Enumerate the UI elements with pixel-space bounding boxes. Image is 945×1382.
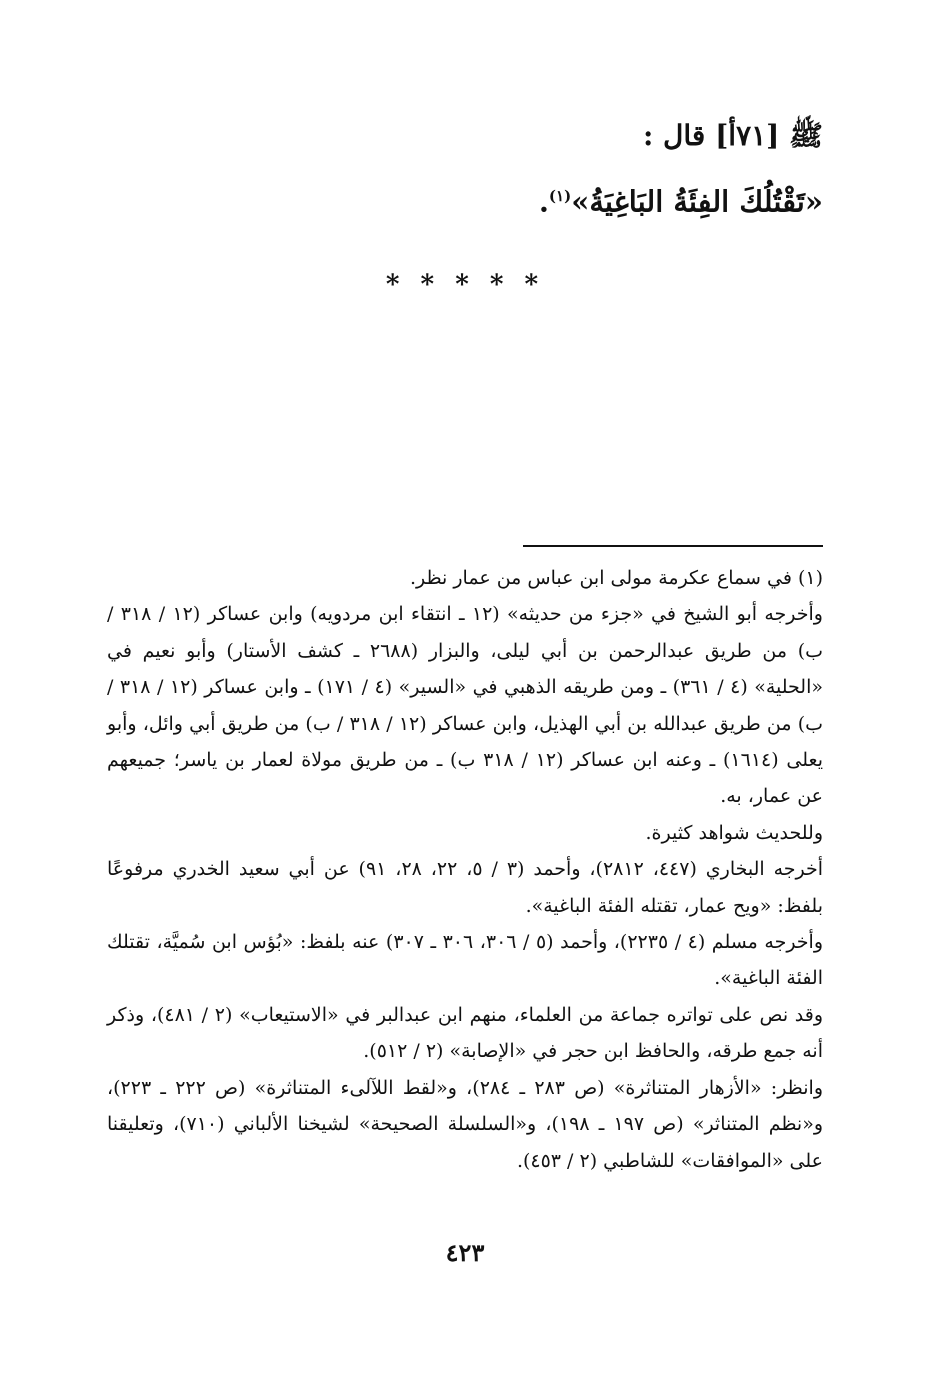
footnote-divider xyxy=(523,545,823,547)
footnote-reference: (١) xyxy=(548,187,572,205)
honorific-glyph: ﷺ xyxy=(789,119,823,152)
hadith-text: «تَقْتُلُكَ الفِئَةُ البَاغِيَةُ» xyxy=(571,184,823,219)
footnote-paragraph: وللحديث شواهد كثيرة. xyxy=(645,821,823,844)
footnote-paragraph: وأخرجه مسلم (٤ / ٢٢٣٥)، وأحمد (٥ / ٣٠٦، ٣٠٦ ـ ٣٠٧) عنه بلفظ: «بُؤس ابن سُميَّة، تقتلك الفئة الباغية». xyxy=(107,931,824,990)
footnote-paragraph: وقد نص على تواتره جماعة من العلماء، منهم ابن عبدالبر في «الاستيعاب» (٢ / ٤٨١)، وذكر أنه جمع طرقه، والحافظ ابن حجر في «الإصابة» (٢ / ٥١٢). xyxy=(107,1003,824,1063)
footnote-paragraph: وانظر: «الأزهار المتناثرة» (ص ٢٨٣ ـ ٢٨٤)، و«لقط اللآلىء المتناثرة» (ص ٢٢٢ ـ ٢٢٣)، و«نظم المتناثر» (ص ١٩٧ ـ ١٩٨)، و«السلسلة الصحيحة» لشيخنا الألباني (٧١٠)، وتعليقنا على «الموافقات» للشاطبي (٢ / ٤٥٣). xyxy=(107,1076,824,1172)
hadith-text-line xyxy=(539,176,823,222)
footnotes-block xyxy=(107,560,823,1179)
heading-said: قال : xyxy=(642,119,706,152)
hadith-heading xyxy=(643,116,823,156)
folio-marker: [٧١أ] xyxy=(715,119,780,152)
hadith-end-mark: . xyxy=(538,184,549,219)
section-separator: * * * * * xyxy=(385,270,545,300)
footnote-paragraph: أخرجه البخاري (٤٤٧، ٢٨١٢)، وأحمد (٣ / ٥، ٢٢، ٢٨، ٩١) عن أبي سعيد الخدري مرفوعًا بلفظ: «ويح عمار، تقتله الفئة الباغية». xyxy=(107,858,824,917)
footnote-paragraph: وأخرجه أبو الشيخ في «جزء من حديثه» (١٢ ـ انتقاء ابن مردويه) وابن عساكر (١٢ / ٣١٨ / ب) من طريق عبدالرحمن بن أبي ليلى، والبزار (٢٦٨٨ ـ كشف الأستار) وأبو نعيم في «الحلية» (٤ / ٣٦١) ـ ومن طريقه الذهبي في «السير» (٤ / ١٧١) ـ وابن عساكر (١٢ / ٣١٨ / ب) من طريق عبدالله بن أبي الهذيل، وابن عساكر (١٢ / ٣١٨ / ب) من طريق أبي وائل، وأبو يعلى (١٦١٤) ـ وعنه ابن عساكر (١٢ / ٣١٨ ب) ـ من طريق مولاة لعمار بن ياسر؛ جميعهم عن عمار، به. xyxy=(107,603,824,808)
page-number: ٤٢٣ xyxy=(445,1238,485,1267)
footnote-paragraph: (١) في سماع عكرمة مولى ابن عباس من عمار نظر. xyxy=(409,567,823,589)
